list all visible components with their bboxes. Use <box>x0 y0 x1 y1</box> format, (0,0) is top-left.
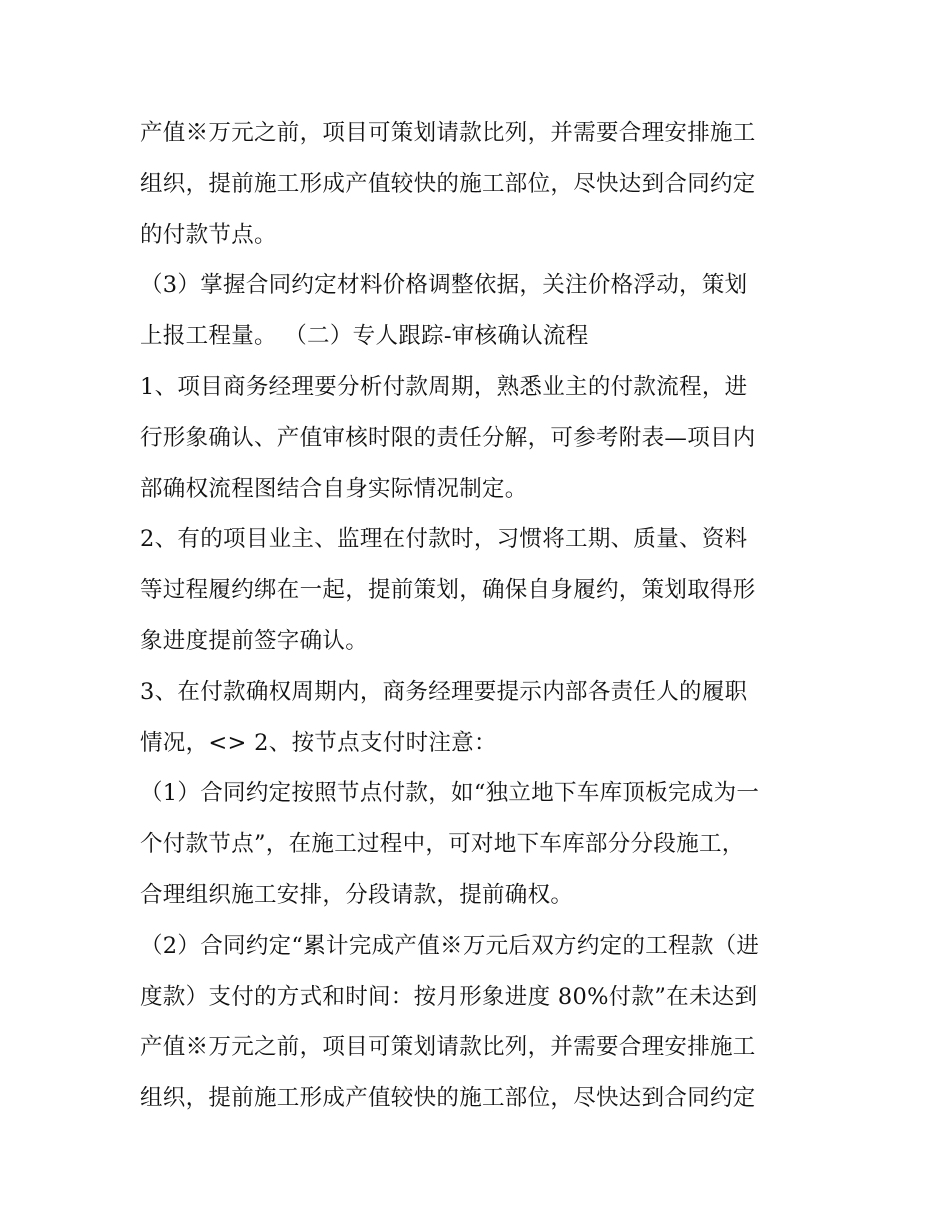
text-line-13: 情况，<> 2、按节点支付时注意： <box>140 729 497 756</box>
text-line-6: 1、项目商务经理要分析付款周期，熟悉业主的付款流程，进 <box>140 373 748 400</box>
text-line-5: 上报工程量。 （二）专人跟踪-审核确认流程 <box>140 323 589 350</box>
text-line-20: 组织，提前施工形成产值较快的施工部位，尽快达到合同约定 <box>140 1085 756 1112</box>
text-line-1: 产值※万元之前，项目可策划请款比列，并需要合理安排施工 <box>140 120 756 146</box>
text-line-2: 组织，提前施工形成产值较快的施工部位，尽快达到合同约定 <box>140 170 756 197</box>
text-line-4: （3）掌握合同约定材料价格调整依据，关注价格浮动，策划 <box>140 272 748 299</box>
text-line-11: 象进度提前签字确认。 <box>140 627 369 654</box>
text-line-15: 个付款节点”，在施工过程中，可对地下车库部分分段施工， <box>140 831 745 858</box>
text-line-18: 度款）支付的方式和时间：按月形象进度 80%付款”在未达到 <box>140 983 758 1010</box>
text-line-14: （1）合同约定按照节点付款，如“独立地下车库顶板完成为一 <box>140 780 760 807</box>
document-page <box>140 108 820 1124</box>
text-line-10: 等过程履约绑在一起，提前策划，确保自身履约，策划取得形 <box>140 577 756 604</box>
text-line-7: 行形象确认、产值审核时限的责任分解，可参考附表—项目内 <box>140 424 756 451</box>
text-line-9: 2、有的项目业主、监理在付款时，习惯将工期、质量、资料 <box>140 526 748 553</box>
text-line-3: 的付款节点。 <box>140 221 277 248</box>
text-line-19: 产值※万元之前，项目可策划请款比列，并需要合理安排施工 <box>140 1034 756 1061</box>
text-line-8: 部确权流程图结合自身实际情况制定。 <box>140 475 528 502</box>
text-line-16: 合理组织施工安排，分段请款，提前确权。 <box>140 881 574 908</box>
text-line-17: （2）合同约定“累计完成产值※万元后双方约定的工程款（进 <box>140 932 760 959</box>
text-line-12: 3、在付款确权周期内，商务经理要提示内部各责任人的履职 <box>140 678 748 705</box>
